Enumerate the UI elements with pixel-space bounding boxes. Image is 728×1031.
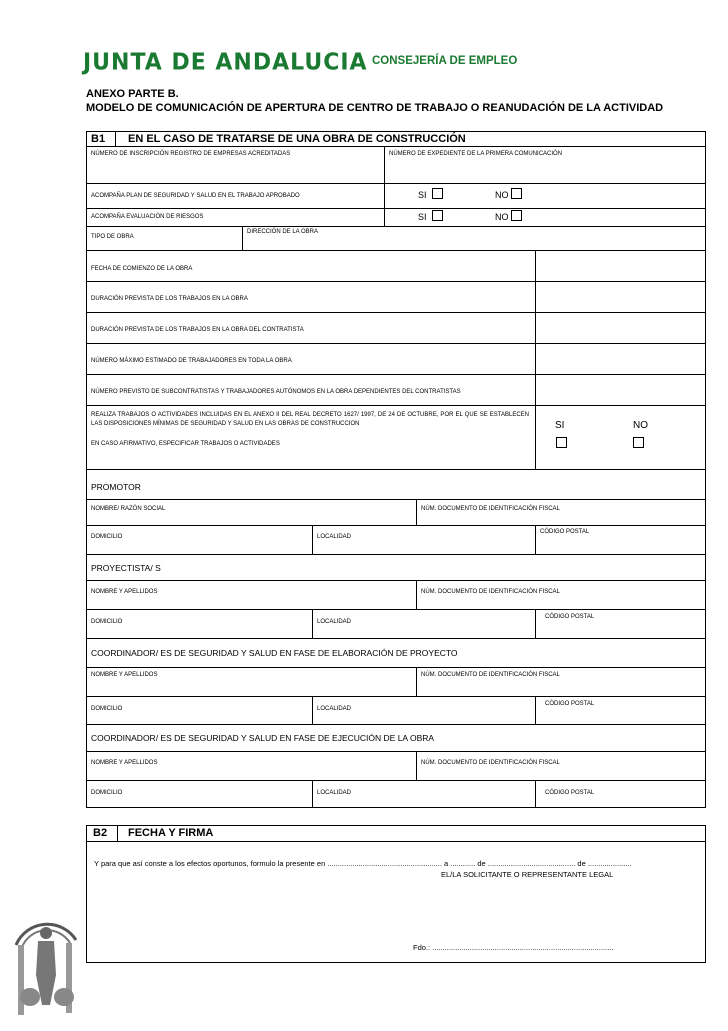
b1-header [87, 132, 705, 147]
proyectista-title: PROYECTISTA/ S [91, 563, 161, 573]
b2-title: FECHA Y FIRMA [128, 827, 214, 839]
coord-ejecucion-nombre-row [87, 752, 705, 781]
subcontratistas-field[interactable] [535, 375, 705, 405]
fecha-comienzo-row [87, 251, 705, 282]
coord-proyecto-nif-field[interactable] [416, 668, 705, 696]
b1-code: B1 [91, 133, 106, 145]
coord-proyecto-nombre-label: NOMBRE Y APELLIDOS [91, 672, 158, 678]
registro-label: NÚMERO DE INSCRIPCIÓN REGISTRO DE EMPRESAS ACREDITADAS [91, 151, 291, 157]
proyectista-nombre-row [87, 581, 705, 610]
anexo-ii-row [87, 406, 705, 470]
document-title: MODELO DE COMUNICACIÓN DE APERTURA DE CENTRO DE TRABAJO O REANUDACIÓN DE LA ACTIVIDAD [86, 102, 664, 114]
promotor-nif-field[interactable] [416, 500, 705, 525]
plan-si-checkbox[interactable] [432, 188, 443, 199]
max-trabajadores-label: NÚMERO MÁXIMO ESTIMADO DE TRABAJADORES EN TODA LA OBRA [91, 358, 292, 364]
coord-ejecucion-nif-field[interactable] [416, 752, 705, 780]
anexo-si-label: SI [555, 420, 565, 431]
proyectista-localidad-label: LOCALIDAD [317, 619, 352, 625]
duracion-trabajos-row [87, 282, 705, 313]
coord-proyecto-nombre-row [87, 668, 705, 697]
promotor-localidad-label: LOCALIDAD [317, 534, 352, 540]
registro-row [87, 147, 705, 184]
promotor-domicilio-row [87, 526, 705, 555]
coord-proyecto-domicilio-row [87, 697, 705, 725]
promotor-cp-label: CÓDIGO POSTAL [540, 529, 590, 535]
duracion-contratista-label: DURACIÓN PREVISTA DE LOS TRABAJOS EN LA OBRA DEL CONTRATISTA [91, 327, 304, 333]
consejeria-logo-text: CONSEJERÍA DE EMPLEO [372, 55, 518, 67]
expediente-label: NÚMERO DE EXPEDIENTE DE LA PRIMERA COMUNICACIÓN [389, 151, 563, 157]
b2-solicitante: EL/LA SOLICITANTE O REPRESENTANTE LEGAL [441, 870, 614, 879]
evaluacion-si-label: SI [418, 212, 427, 222]
b1-section [86, 131, 706, 808]
promotor-nombre-label: NOMBRE/ RAZÓN SOCIAL [91, 506, 166, 512]
duracion-contratista-row [87, 313, 705, 344]
coord-ejecucion-localidad-label: LOCALIDAD [317, 790, 352, 796]
direccion-obra-field[interactable] [242, 227, 705, 250]
max-trabajadores-row [87, 344, 705, 375]
proyectista-cp-field[interactable] [535, 610, 705, 638]
subcontratistas-label: NÚMERO PREVISTO DE SUBCONTRATISTAS Y TRABAJADORES AUTÓNOMOS EN LA OBRA DEPENDIENTES DEL CONTRATISTAS [91, 389, 461, 395]
coord-proyecto-localidad-label: LOCALIDAD [317, 706, 352, 712]
proyectista-header [87, 555, 705, 581]
plan-label: ACOMPAÑA PLAN DE SEGURIDAD Y SALUD EN EL TRABAJO APROBADO [91, 193, 300, 199]
duracion-contratista-field[interactable] [535, 313, 705, 343]
coord-ejecucion-domicilio-row [87, 781, 705, 807]
coord-ejecucion-title: COORDINADOR/ ES DE SEGURIDAD Y SALUD EN FASE DE EJECUCIÓN DE LA OBRA [91, 733, 435, 743]
fecha-comienzo-label: FECHA DE COMIENZO DE LA OBRA [91, 266, 193, 272]
coord-proyecto-title: COORDINADOR/ ES DE SEGURIDAD Y SALUD EN FASE DE ELABORACIÓN DE PROYECTO [91, 648, 458, 658]
b2-header [87, 826, 705, 842]
evaluacion-no-checkbox[interactable] [511, 210, 522, 221]
proyectista-nif-field[interactable] [416, 581, 705, 609]
b2-section [86, 825, 706, 963]
plan-no-checkbox[interactable] [511, 188, 522, 199]
annex-title: ANEXO PARTE B. [86, 88, 179, 100]
coord-proyecto-nif-label: NÚM. DOCUMENTO DE IDENTIFICACIÓN FISCAL [421, 672, 560, 678]
plan-no-label: NO [495, 190, 509, 200]
expediente-field[interactable] [384, 147, 705, 183]
anexo-si-checkbox[interactable] [556, 437, 567, 448]
coord-ejecucion-nif-label: NÚM. DOCUMENTO DE IDENTIFICACIÓN FISCAL [421, 760, 560, 766]
duracion-trabajos-label: DURACIÓN PREVISTA DE LOS TRABAJOS EN LA OBRA [91, 296, 248, 302]
anexo-no-checkbox[interactable] [633, 437, 644, 448]
subcontratistas-row [87, 375, 705, 406]
duracion-trabajos-field[interactable] [535, 282, 705, 312]
tipo-obra-row [87, 227, 705, 251]
junta-logo-text: JUNTA DE ANDALUCIA [83, 49, 368, 76]
promotor-domicilio-label: DOMICILIO [91, 534, 123, 540]
coord-proyecto-cp-field[interactable] [535, 697, 705, 724]
evaluacion-label: ACOMPAÑA EVALUACIÓN DE RIESGOS [91, 214, 204, 220]
direccion-obra-label: DIRECCIÓN DE LA OBRA [247, 229, 319, 235]
promotor-title: PROMOTOR [91, 482, 141, 492]
proyectista-cp-label: CÓDIGO POSTAL [545, 614, 595, 620]
max-trabajadores-field[interactable] [535, 344, 705, 374]
coord-ejecucion-cp-label: CÓDIGO POSTAL [545, 790, 595, 796]
promotor-nombre-row [87, 500, 705, 526]
anexo-ii-text: REALIZA TRABAJOS O ACTIVIDADES INCLUIDAS EN EL ANEXO II DEL REAL DECRETO 1627/ 1997, DE 24 DE OCTUBRE, POR EL QUE SE ESTABLECEN LAS DISPOSICIONES MÍNIMAS DE SEGURIDAD Y SALUD EN LAS OBRAS DE CONSTRUCCION [91, 412, 529, 427]
coord-ejecucion-cp-field[interactable] [535, 781, 705, 807]
coord-ejecucion-domicilio-label: DOMICILIO [91, 790, 123, 796]
promotor-cp-field[interactable] [535, 526, 705, 554]
evaluacion-no-label: NO [495, 212, 509, 222]
proyectista-nif-label: NÚM. DOCUMENTO DE IDENTIFICACIÓN FISCAL [421, 589, 560, 595]
proyectista-nombre-label: NOMBRE Y APELLIDOS [91, 589, 158, 595]
anexo-no-label: NO [633, 420, 648, 431]
proyectista-domicilio-row [87, 610, 705, 639]
b1-title: EN EL CASO DE TRATARSE DE UNA OBRA DE CONSTRUCCIÓN [128, 133, 466, 145]
b2-fdo-signature-line[interactable]: Fdo.: ....................................................................................... [413, 943, 614, 952]
b2-code: B2 [93, 827, 108, 839]
coord-proyecto-domicilio-label: DOMICILIO [91, 706, 123, 712]
coord-ejecucion-nombre-label: NOMBRE Y APELLIDOS [91, 760, 158, 766]
evaluacion-si-checkbox[interactable] [432, 210, 443, 221]
especificar-label: EN CASO AFIRMATIVO, ESPECIFICAR TRABAJOS O ACTIVIDADES [91, 441, 280, 447]
promotor-nif-label: NÚM. DOCUMENTO DE IDENTIFICACIÓN FISCAL [421, 506, 560, 512]
promotor-header [87, 470, 705, 500]
tipo-obra-label: TIPO DE OBRA [91, 234, 134, 240]
andalucia-emblem-icon [10, 885, 82, 1025]
fecha-comienzo-field[interactable] [535, 251, 705, 281]
b2-statement: Y para que así conste a los efectos oportunos, formulo la presente en ....................................................... a ............ de .......................................... de ..................... [94, 859, 632, 868]
plan-si-label: SI [418, 190, 427, 200]
plan-row [87, 184, 705, 209]
coord-proyecto-cp-label: CÓDIGO POSTAL [545, 701, 595, 707]
evaluacion-row [87, 209, 705, 227]
coord-proyecto-header [87, 639, 705, 668]
proyectista-domicilio-label: DOMICILIO [91, 619, 123, 625]
coord-ejecucion-header [87, 725, 705, 752]
